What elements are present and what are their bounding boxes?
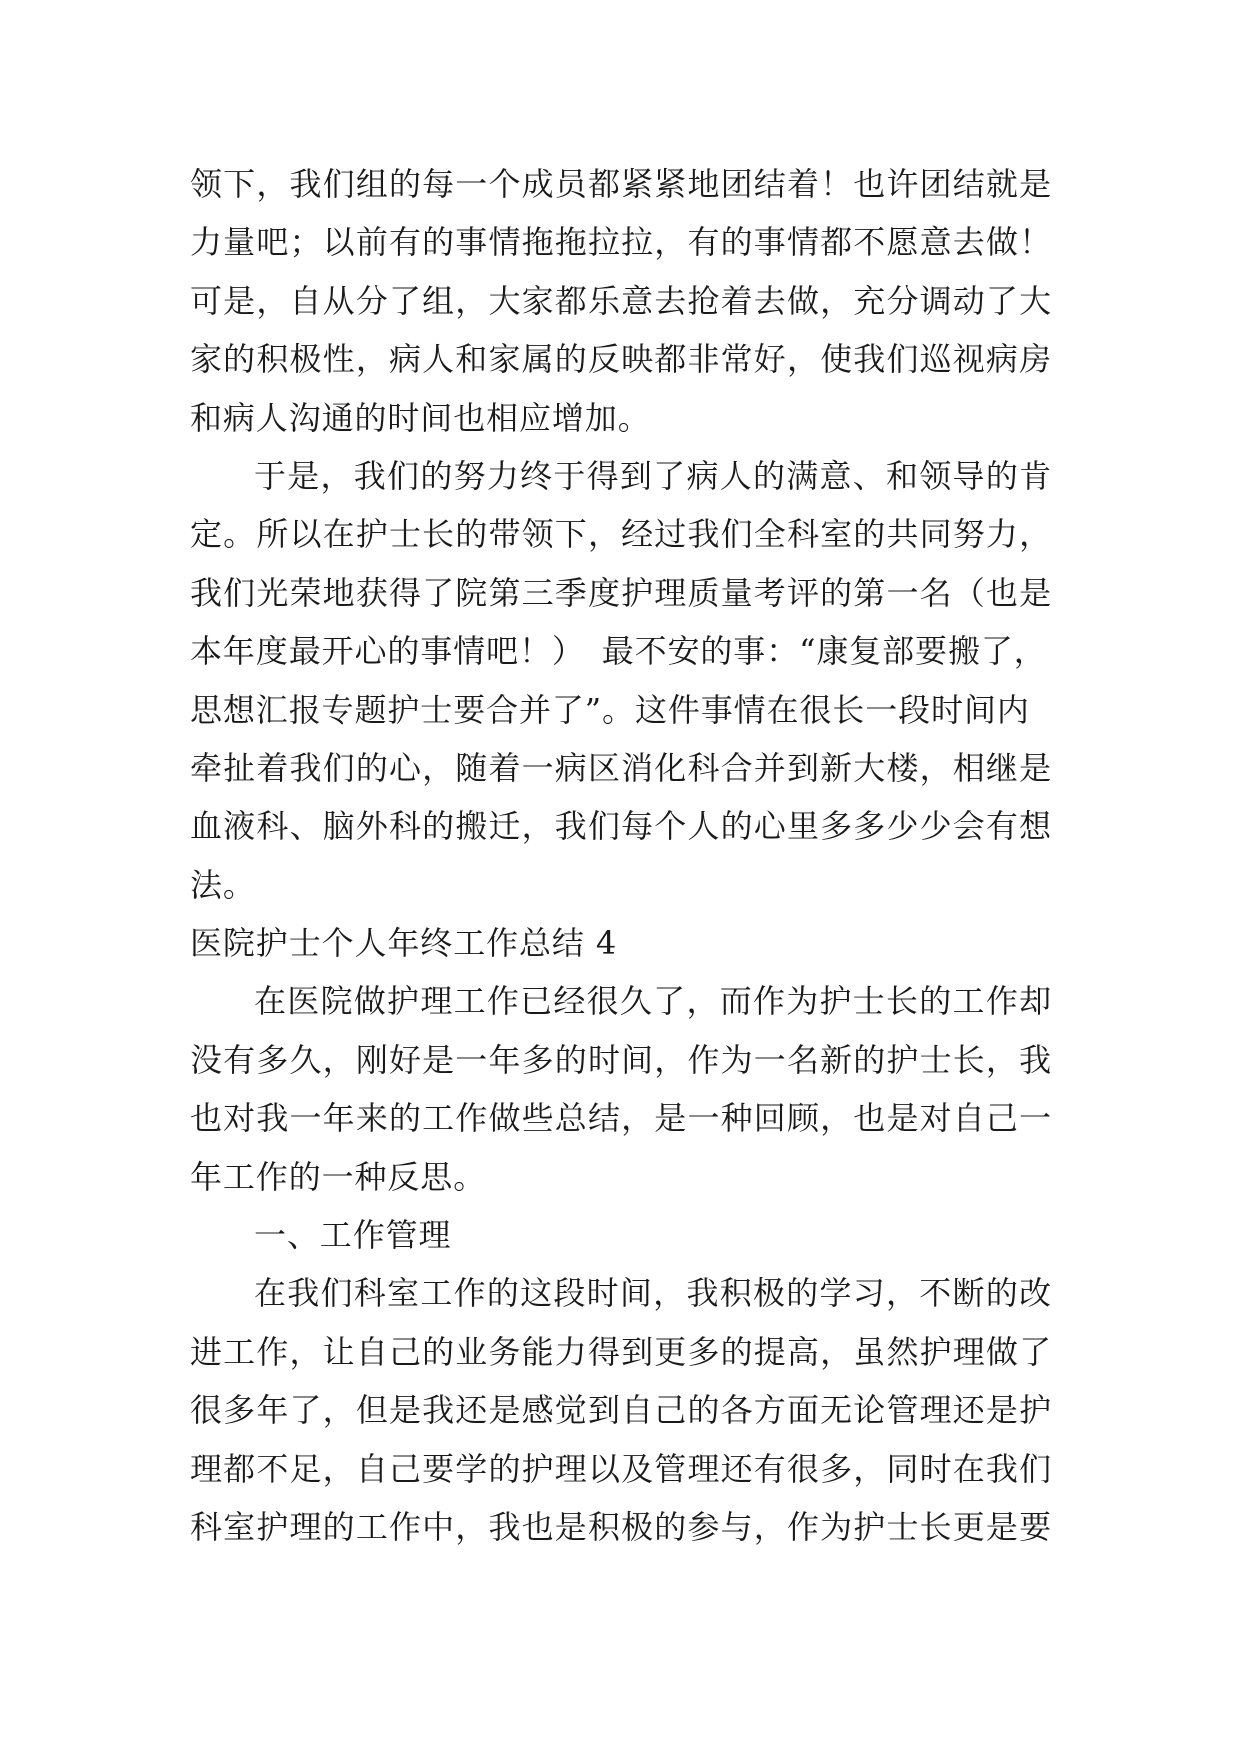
subsection-heading: 一、工作管理 [254,1216,452,1255]
text-line: 可是，自从分了组，大家都乐意去抢着去做，充分调动了大 [190,281,1052,320]
text-line: 进工作，让自己的业务能力得到更多的提高，虽然护理做了 [190,1332,1052,1371]
text-line: 领下，我们组的每一个成员都紧紧地团结着！也许团结就是 [190,165,1052,203]
text-line: 思想汇报专题护士要合并了”。这件事情在很长一段时间内 [190,690,1030,729]
text-line: 血液科、脑外科的搬迁，我们每个人的心里多多少少会有想 [190,807,1052,846]
text-line: 很多年了，但是我还是感觉到自己的各方面无论管理还是护 [190,1391,1052,1430]
text-line: 科室护理的工作中，我也是积极的参与，作为护士长更是要 [190,1507,1052,1546]
text-line: 和病人沟通的时间也相应增加。 [190,398,651,437]
paragraph-start-line: 在我们科室工作的这段时间，我积极的学习，不断的改 [254,1274,1052,1313]
text-line: 本年度最开心的事情吧！） 最不安的事：“康复部要搬了， [190,632,1047,671]
text-line: 牵扯着我们的心，随着一病区消化科合并到新大楼，相继是 [190,748,1052,787]
text-line: 也对我一年来的工作做些总结，是一种回顾，也是对自己一 [190,1099,1052,1138]
text-line: 家的积极性，病人和家属的反映都非常好，使我们巡视病房 [190,340,1052,379]
paragraph-start-line: 在医院做护理工作已经很久了，而作为护士长的工作却 [254,982,1052,1021]
document-body [190,155,1052,1556]
text-line: 我们光荣地获得了院第三季度护理质量考评的第一名（也是 [190,573,1052,612]
text-line: 年工作的一种反思。 [190,1157,487,1196]
section-title: 医院护士个人年终工作总结 4 [190,924,618,963]
text-line: 没有多久，刚好是一年多的时间，作为一名新的护士长，我 [190,1040,1052,1079]
text-line: 力量吧；以前有的事情拖拖拉拉，有的事情都不愿意去做！ [190,223,1052,262]
paragraph-start-line: 于是，我们的努力终于得到了病人的满意、和领导的肯 [254,456,1052,495]
text-line: 理都不足，自己要学的护理以及管理还有很多，同时在我们 [190,1449,1052,1488]
text-line: 定。所以在护士长的带领下，经过我们全科室的共同努力， [190,515,1052,554]
text-line: 法。 [190,865,256,904]
